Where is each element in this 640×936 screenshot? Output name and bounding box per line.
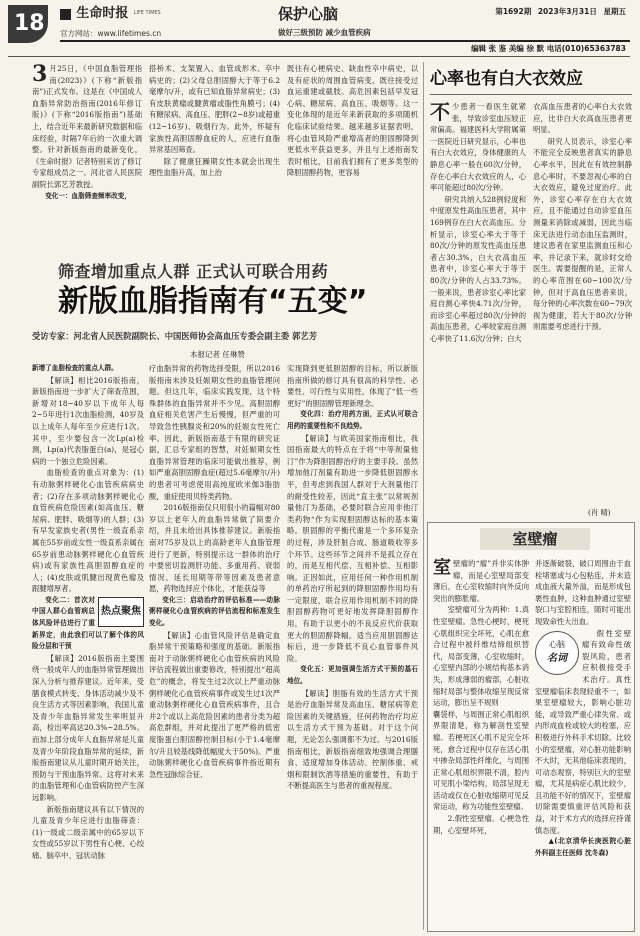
logo — [60, 6, 161, 22]
sidebar1-col-2 — [533, 101, 632, 505]
change-1-heading: 变化一：血脂筛查频率改变， — [45, 191, 131, 200]
body-p3: 【解读】2016版指南主要围绕一般成年人的血脂异常管理做出深入分析与推荐建议。近年来，受膳食模式转变、身体活动减少及不良生活方式等因素影响，我国儿童及青少年血脂异常发生率明显升高，检出率高达20.3%~28.5%。而加上部分成年人血脂异常是儿童及青少年阶段血脂异常的延续，新版指南建议从儿童时期开始关注，预防与干预血脂异常。这将对未来的血脂管理和心血管病防控产生深远影响。 — [32, 653, 144, 802]
body-col1-lead: 新增了血脂检查的重点人群。 — [32, 364, 118, 372]
sidebar1-author: (肖 晴) — [588, 508, 611, 517]
sidebar1-para-3: 衣高血压患者的心率白大衣效应，比非白大衣高血压患者更明显。 — [533, 102, 632, 135]
intro-text-2: 搭桥术、支架置入、血管成形术、卒中病史的；(2)父母总胆固醇大于等于6.2毫摩尔/升，或有已知血脂异常病史；(3)有皮肤黄瘤或腱黄瘤或脂性角膜弓；(4)有糖尿病、高血压、肥胖(2~8岁)或超重(12~16岁)、吸烟行为。此外，怀疑有家族性高胆固醇血症的人，应进行血脂异常基因筛查。 — [149, 64, 280, 155]
date: 2023年3月31日 — [537, 7, 597, 16]
logo-text: 生命时报 — [76, 6, 129, 21]
term-badge — [535, 631, 579, 675]
sidebar1-para-1 — [430, 101, 526, 194]
intro-dropcap: 3 — [32, 63, 48, 87]
intro-col-2 — [149, 63, 280, 257]
term-badge-label: 名词 — [547, 652, 567, 664]
intro-text-2b: 除了健康狂躁期女性本就会出现生理性血脂升高，加上治 — [149, 156, 280, 178]
column-divider — [423, 62, 424, 930]
intro-text-3: 既往有心梗病史、缺血性卒中病史，以及有症状的周围血管病变，既往接受过血运重建或截肢。高危因素包括早发冠心病、糖尿病、高血压、吸烟等。这一变化体现的是近年来新获取的多项随机化临床试验结果。越来越多证据表明，将心血管风险严重增高者的胆固醇降到更低水平获益更多，并且与上述指南发表时相比，目前我们拥有了更多类型的降胆固醇药物，更容易 — [287, 64, 418, 178]
body-col-2 — [149, 363, 280, 933]
change-5-heading: 变化五：更加强调生活方式干预的基石地位。 — [287, 665, 418, 686]
page-number: 18 — [14, 11, 45, 36]
editors: 编辑 张 鉴 美编 徐 默 电话(010)65363783 — [471, 44, 626, 53]
issue: 第1692期 — [495, 7, 532, 16]
sidebar2-para-5: 并逐渐破裂，破口周围由于血栓堵塞或与心包粘连，并未造成血液大量外溢，而是形成包裹性血肿，这种血肿通过室壁裂口与室腔相连，随时可能出现致命性大出血。 — [535, 559, 631, 626]
sidebar2-dropcap: 室 — [433, 558, 451, 578]
body-col-1 — [32, 363, 144, 933]
sidebar1-title-rule — [430, 94, 632, 95]
hot-topic-badge — [98, 597, 144, 627]
sidebar1-para-2: 研究共纳入528例轻度和中度原发性高血压患者，其中169例存在白大衣高血压。分析显示，诊室心率大于等于80次/分钟的原发性高血压患者占30.3%，白大衣高血压患者中，诊室心率大于等于80次/分钟的人占33.73%。一般来说，患者诊室心率比家庭自测心率快4.71次/分钟，而诊室心率超过80次/分钟的高血压患者，心率较家庭自测心率快了11.6次/分钟；白大 — [430, 194, 526, 343]
sidebar2-author: ▲(北京清华长庚医院心脏外科副主任医师 沈冬森) — [535, 837, 631, 857]
headline-title: 新版血脂指南有“五变” — [58, 284, 368, 319]
intro-col-3 — [287, 63, 418, 257]
issue-line — [495, 6, 626, 18]
page-number-badge — [8, 5, 48, 43]
logo-mark-icon — [60, 9, 71, 20]
header-rule — [60, 40, 630, 42]
body-p8: 实现降到更低胆固醇的目标，所以新版指南所做的修订具有很高的科学性、必要性、可行性与实用性，体现了“低一些更好”的胆固醇管理新理念。 — [287, 364, 418, 408]
header-rule-2 — [8, 56, 630, 57]
body-p5: 疗血脂异常的药物选择受限，所以2016版指南未涉及妊娠期女性的血脂管理问题。但这几年，临床实践发现，这个特殊群体的血脂异常并不少见。高胆固醇血症相关危害产生后慢慢，但严重的可导致急性胰腺炎和20%的妊娠女性死亡率。因此，新版指南基于有限的研究证据，汇总专家组的智慧，对妊娠期女性血脂异常管理的临床可能做出推荐，例如严重高胆固醇血症(超过5.6毫摩尔/升)的患者可考虑使用高纯度欧米伽3脂肪酸，重症使用贝特类药物。 — [149, 364, 280, 501]
sidebar2-para-2: 室壁瘤可分为两种：1.真性室壁瘤。急性心梗时，梗死心肌组织完全坏死，心肌在愈合过程中被纤维结缔组织替代，局部变薄，心室收缩时，心室壁内部的小规结构基本消失，形成薄弱的瘤部，心脏收缩时局部与整体收缩呈现反常运动，膨出呈不规则 — [433, 605, 529, 708]
body-p7: 【解读】心血管风险评估是确定血脂异常干预策略和强度的基础。新版指南对于动脉粥样硬化心血管疾病的风险评估流程做出重要修改，特别提出“超高危”的概念，将发生过2次以上严重动脉粥样硬化心血管疾病事件或发生过1次严重动脉粥样硬化心血管疾病事件，且合并2个或以上高危险因素的患者分类为超高危群组，并对此提出了更严格的低密度脂蛋白胆固醇控制目标(小于1.4毫摩尔/升且较基线降低幅度大于50%)。严重动脉粥样硬化心血管疾病事件指近期有急性冠脉综合征、 — [149, 630, 280, 779]
change-4-heading: 变化四：治疗用药方面，正式认可联合用药的重要性和不良趋势。 — [287, 410, 418, 430]
sidebar2-col-2 — [535, 558, 631, 928]
sidebar2-title: 室壁瘤 — [512, 530, 558, 548]
logo-sub: LIFE TIMES — [133, 10, 161, 17]
weekday: 星期五 — [603, 7, 626, 16]
body-p9: 【解读】与欧美国家指南相比，我国指南最大的特点在于将“中等剂量他汀”作为降胆固醇治疗的主要手段。虽然增加他汀剂量有助进一步降低胆固醇水平，但考虑到我国人群对于大剂量他汀的耐受性较差，因此“直主张”以常规剂量他汀为基础，必要时联合应用非他汀类药物“作为实现胆固醇达标的基本策略。胆固醇的平衡代谢是一个多环复杂的过程，涉及肝脏合成、肠道吸收等多个环节。这些环节之间并不是孤立存在的，而是互相代偿、互相补偿、互相影响。正因如此，应用任何一种作用机制的单药治疗所起到的降胆固醇作用均有一定限度，联合应用作用机制不同的降胆固醇药物可更好地发挥降胆固醇作用，有助于以更小的不良反应代价获取更大的胆固醇降幅。适当应用胆固醇达标后，进一步降低不良心血管事件风险。 — [287, 433, 418, 663]
sidebar1-title: 心率也有白大衣效应 — [430, 69, 583, 89]
body-col-3 — [287, 363, 418, 933]
interviewee: 受访专家：河北省人民医院副院长、中国医师协会高血压专委会副主委 郭艺芳 — [32, 331, 317, 341]
section-title: 保护心脑 — [278, 5, 339, 23]
body-p2: 血脂检查的重点对象为：(1)有动脉粥样硬化心血管疾病病史者；(2)存在多项动脉粥样硬化心血管疾病危险因素(如高血压、糖尿病、肥胖、吸烟等)的人群；(3)有早发家族史者(男性一级直系亲属在55岁前或女性一级直系亲属在65岁前患动脉粥样硬化心血管疾病)或有家族性高胆固醇血症的人；(4)皮肤或肌腱出现黄色瘤及跟腱增厚者。 — [32, 468, 144, 594]
sidebar2-para-4: 2.假性室壁瘤。心梗急性期，心室壁坏死， — [433, 814, 529, 835]
sidebar2-para-1 — [433, 558, 529, 604]
change-2-heading: 变化二：首次对中国人群心血管病总体风险评估进行了重新界定，由此我们可以了解个体的风险分层和干预 — [32, 595, 144, 651]
intro-text-1: 月25日，《中国血脂管理指南(2023)》(下称“新版指南”)正式发布。这是在《中国成人血脂异常防治指南(2016年修订版)》(下称“2016版指南”)基础上，结合近年来最新研究数据和临床经验，时隔7年后的一次重大调整。针对新版指南的最新变化，《生命时报》记者特别采访了修订专家组成员之一、河北省人民医院副院长郭艺芳教授。 — [32, 64, 142, 189]
reporter: 本报记者 任琳赞 — [190, 350, 245, 359]
body-p6: 2016版指南仅只用很小的篇幅对80岁以上老年人的血脂异常做了简要介绍，并且未给出具体推荐建议。新版指南对75岁及以上的高龄老年人血脂管理进行了更新，特别提示这一群体的治疗中要密切监测肝功能、多重用药、衰弱情况、延长用期等带等因素及患者意愿，药物选择应个体化，才能获益等 — [149, 503, 280, 594]
body-p10: 【解读】胆脂有效的生活方式干预是治疗血脂异常及高血压、糖尿病等危险因素的关键措施，任何药物治疗均应以生活方式干预为基础。对于这个问题，无论怎么强调都不为过。与2016版指南相比，新版指南细致地强调合理膳食、适度增加身体活动、控制体重、戒烟和限制饮酒等措施的重要性，有助于不断提高医生与患者的重视程度。 — [287, 688, 418, 791]
term-badge-prefix: 心脑 — [549, 639, 565, 649]
sidebar1-col-1 — [430, 101, 526, 505]
sidebar2-para-6: 假性室壁瘤有致命性破裂风险，患者应积极接受手术治疗。真性室壁瘤临床表现轻重不一，如果室壁瘤较大，影响心脏功能，或导致严重心律失常、或内形成血栓或较大的栓塞，应积极进行外科手术切除。比较小的室壁瘤，对心脏功能影响不大时，无其他临床表现的，可动态观察，特别巨大的室壁瘤，尤其是病症心肌比较少，且功能不好的情况下，室壁瘤切除需要慎重评估风险和获益，对于术方式的选择应持谨慎态度。 — [535, 628, 631, 835]
sidebar1-text-1: 少患者一看医生就紧张，导致诊室血压较正常偏高。福建医科大学附属第一医院近日研究显示，心率也有白大衣效应，身体健康的人静息心率一般在60次/分钟，存在心率白大衣效应的人，心率可能超过80次/分钟。 — [430, 102, 526, 193]
sidebar2-col-1 — [433, 558, 529, 928]
body-p1: 【解读】相比2016版指南，新版指南进一步扩大了筛查范围，新增对18~40岁以下成年人每2~5年进行1次血脂检测，40岁及以上成年人每年至少应进行1次。其中，至少要包含一次Lp(a)检测，Lp(a)代表脂蛋白(a)，是冠心病的一个独立危险因素。 — [32, 375, 144, 466]
intro-col-1 — [32, 63, 142, 257]
sidebar2-text-1: 壁瘤的“瘤”并非实体肿瘤，而是心室壁局部变薄后，在心室收缩时向外反向突出的膨胀瘤。 — [433, 559, 529, 603]
sidebar2-title-bar — [480, 528, 590, 550]
sidebar1-para-4: 研究人员表示，诊室心率不能完全反映患者真实的静息心率水平，因此在有效控制静息心率时，不要忽视心率的白大衣效应，避免过度治疗。此外，诊室心率存在白大衣效应，且不能通过自动诊室血压测量来消除或减弱，因此当临床无法进行动态血压监测时，建议患者在家里监测血压和心率，并记录下来，就诊时交给医生。需要提醒的是，正常人的心率范围在60~100次/分钟，但对于高血压患者来说，每分钟的心率次数在60~79次视为健康，若大于80次/分钟则需要考虑进行干预。 — [533, 136, 632, 332]
headline-kicker: 筛查增加重点人群 正式认可联合用药 — [58, 262, 329, 281]
body-p4: 新版指南建议具有以下情况的儿童及青少年应进行血脂筛查：(1)一级或二级亲属中的65岁以下女性或55岁以下男性有心梗、心绞痛、脑卒中、冠状动脉 — [32, 804, 144, 860]
website[interactable]: 官方网站：www.lifetimes.cn — [60, 29, 162, 38]
section-slogan: 做好三级预防 减少血管疾病 — [278, 28, 371, 37]
change-3-heading: 变化三：启动治疗的评估标准——动脉粥样硬化心血管疾病的评估流程和标准发生变化。 — [149, 595, 280, 628]
sidebar1-dropcap: 不 — [430, 101, 450, 124]
hot-topic-label: 热点聚焦 — [101, 605, 141, 617]
sidebar2-para-3: 囊袋样，与周围正常心肌组织界限清楚，称为解剖性室壁瘤。若梗死区心肌不足完全坏死，愈合过程中仅存在活心肌中掺杂局部性纤维化，与周围正常心肌组织界限不清，腔内可见肌小梁结构，局部呈现无活动或仅在心脏收缩期可见反常运动，称为功能性室壁瘤。 — [433, 709, 529, 812]
intro-para-1 — [32, 63, 142, 191]
